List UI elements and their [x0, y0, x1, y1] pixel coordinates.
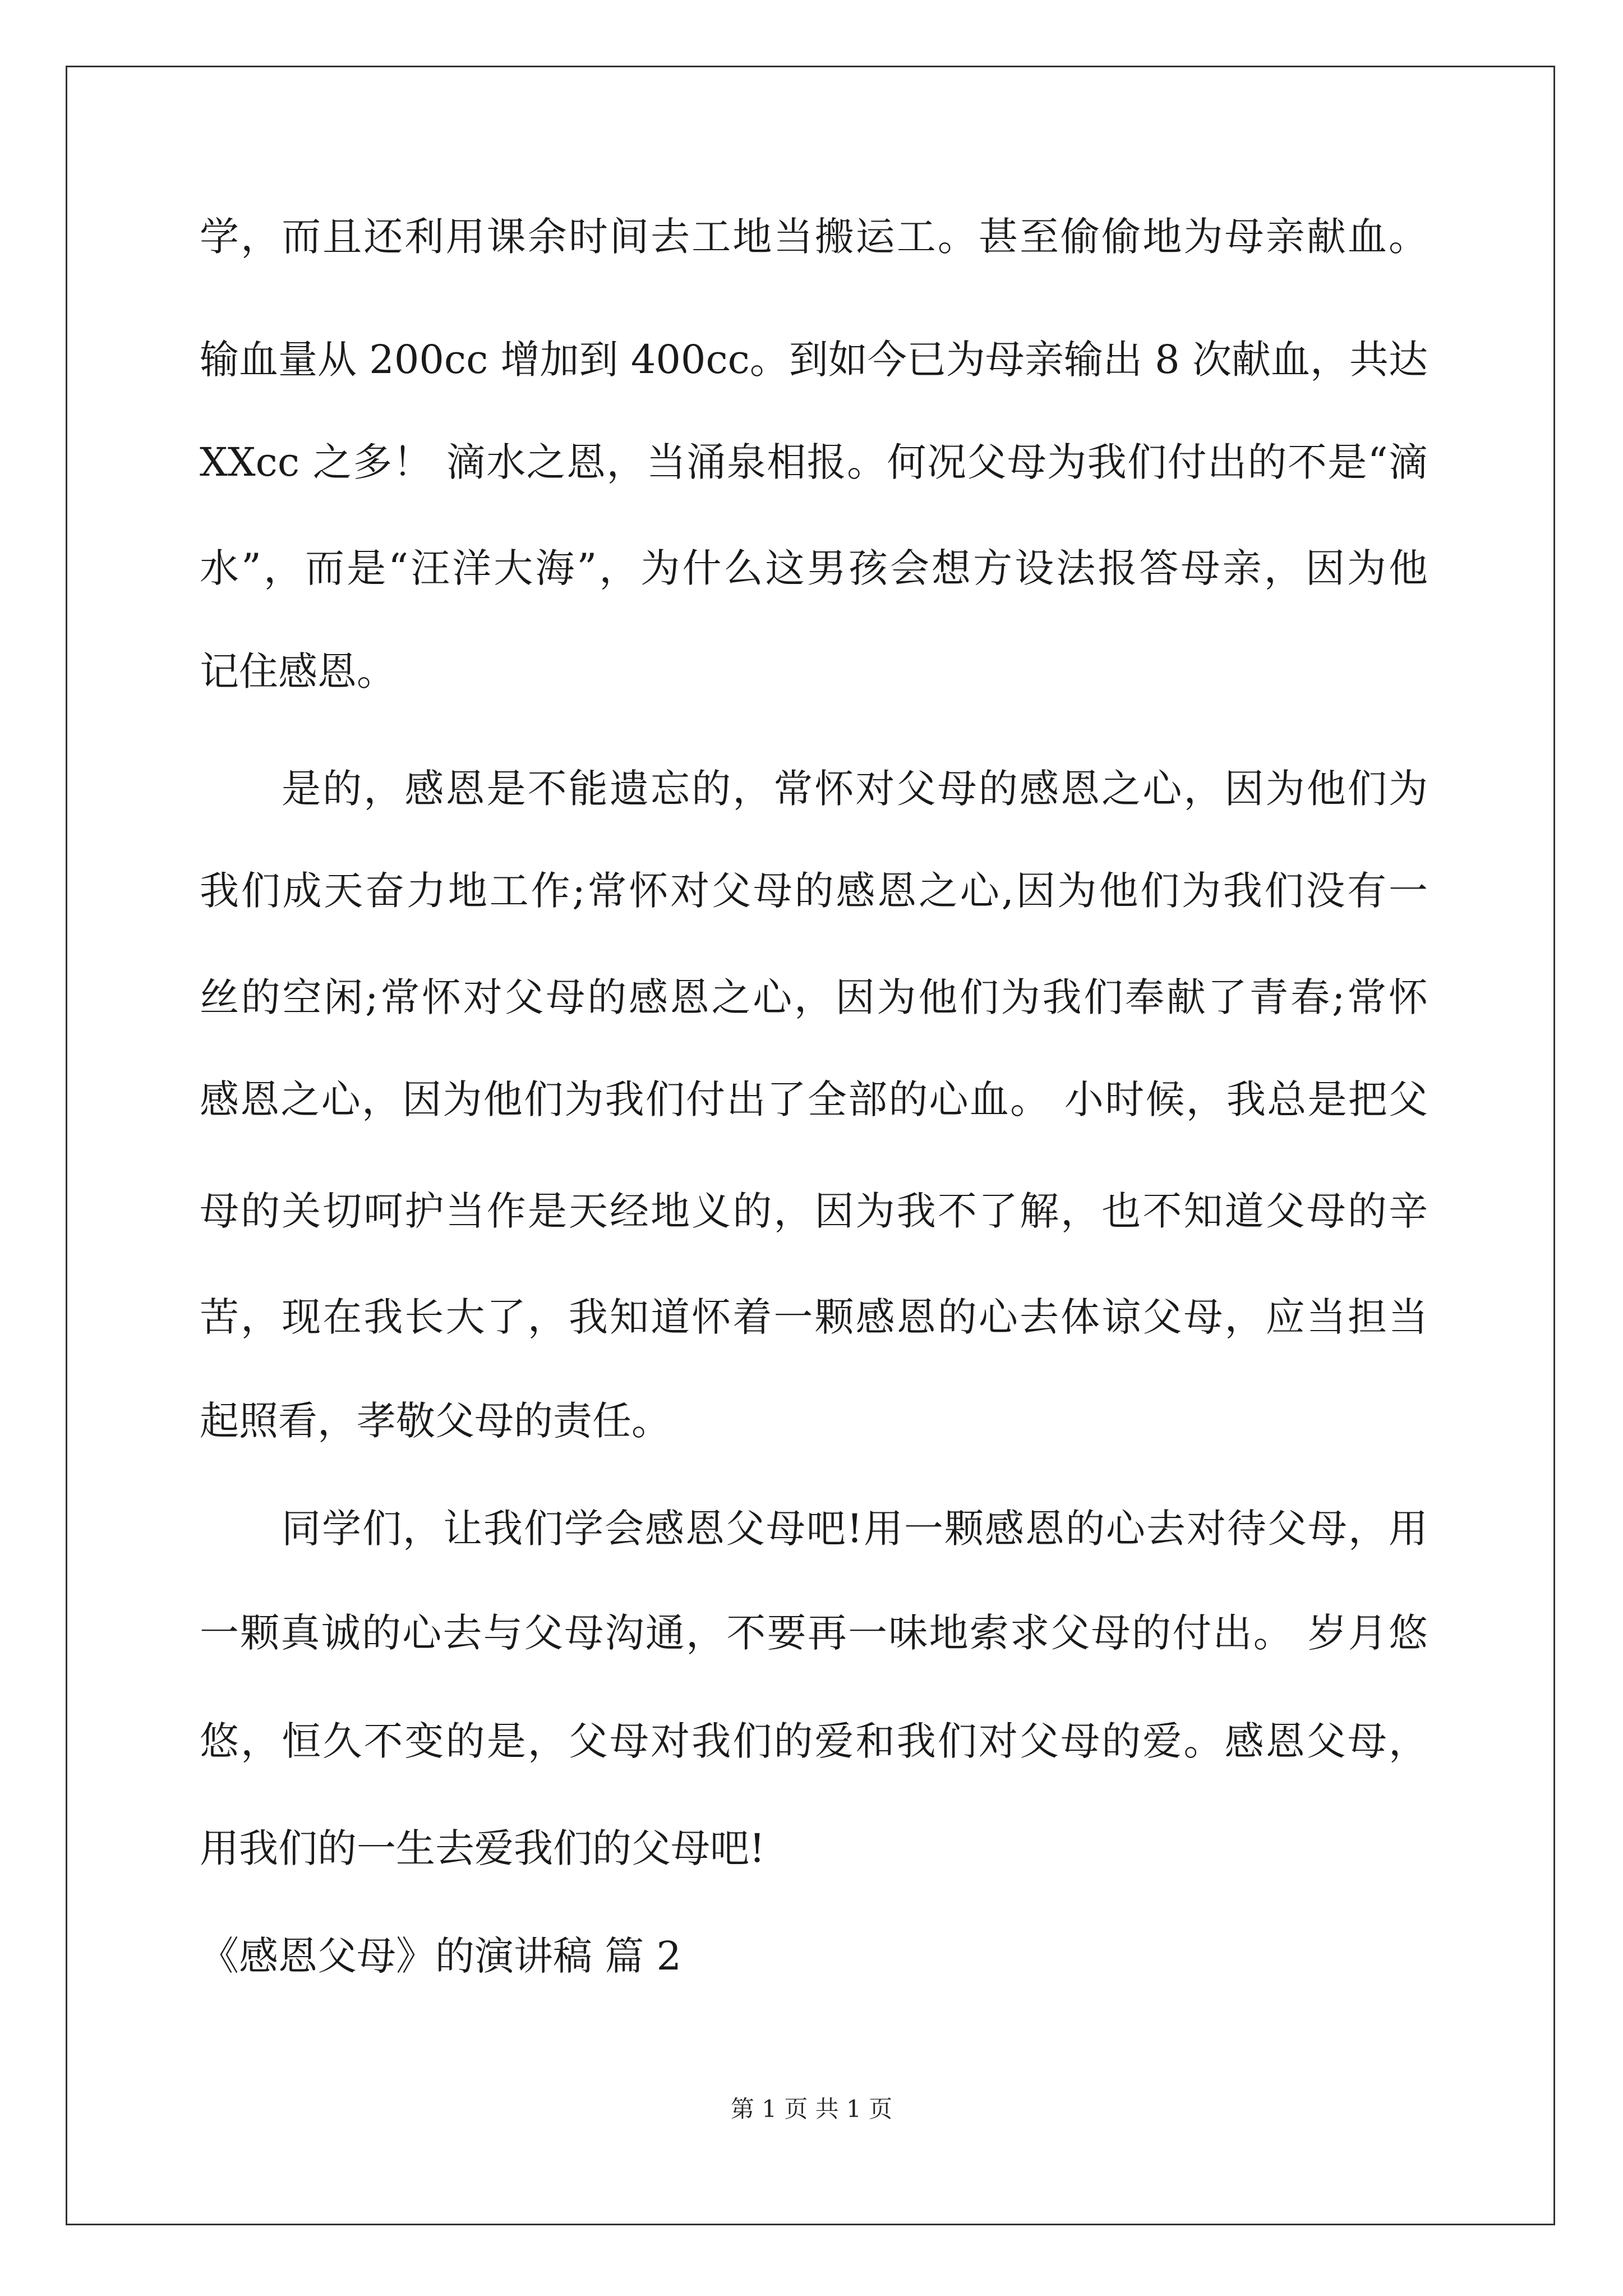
page-border	[66, 66, 1555, 2225]
text-line: XXcc 之多！ 滴水之恩，当涌泉相报。何况父母为我们付出的不是“滴	[200, 439, 1428, 485]
paragraph-start-line: 是的，感恩是不能遗忘的，常怀对父母的感恩之心，因为他们为	[282, 766, 1428, 812]
text-line: 用我们的一生去爱我们的父母吧!	[200, 1825, 766, 1871]
section-heading: 《感恩父母》的演讲稿 篇 2	[200, 1933, 682, 1979]
text-line: 起照看，孝敬父母的责任。	[200, 1398, 671, 1444]
page-footer: 第 1 页 共 1 页	[730, 2095, 893, 2123]
text-line: 水”，而是“汪洋大海”，为什么这男孩会想方设法报答母亲，因为他	[200, 545, 1428, 591]
paragraph-start-line: 同学们，让我们学会感恩父母吧!用一颗感恩的心去对待父母，用	[282, 1506, 1428, 1552]
text-line: 输血量从 200cc 增加到 400cc。到如今已为母亲输出 8 次献血，共达	[200, 337, 1428, 383]
text-line: 学，而且还利用课余时间去工地当搬运工。甚至偷偷地为母亲献血。	[200, 214, 1428, 260]
text-line: 我们成天奋力地工作;常怀对父母的感恩之心,因为他们为我们没有一	[200, 868, 1428, 914]
text-line: 丝的空闲;常怀对父母的感恩之心，因为他们为我们奉献了青春;常怀	[200, 974, 1428, 1020]
text-line: 苦，现在我长大了，我知道怀着一颗感恩的心去体谅父母，应当担当	[200, 1294, 1428, 1340]
text-line: 一颗真诚的心去与父母沟通，不要再一味地索求父母的付出。 岁月悠	[200, 1610, 1428, 1656]
text-line: 母的关切呵护当作是天经地义的，因为我不了解，也不知道父母的辛	[200, 1188, 1428, 1234]
text-line: 记住感恩。	[200, 648, 396, 694]
text-line: 感恩之心，因为他们为我们付出了全部的心血。 小时候，我总是把父	[200, 1076, 1428, 1122]
text-line: 悠，恒久不变的是，父母对我们的爱和我们对父母的爱。感恩父母，	[200, 1718, 1428, 1764]
